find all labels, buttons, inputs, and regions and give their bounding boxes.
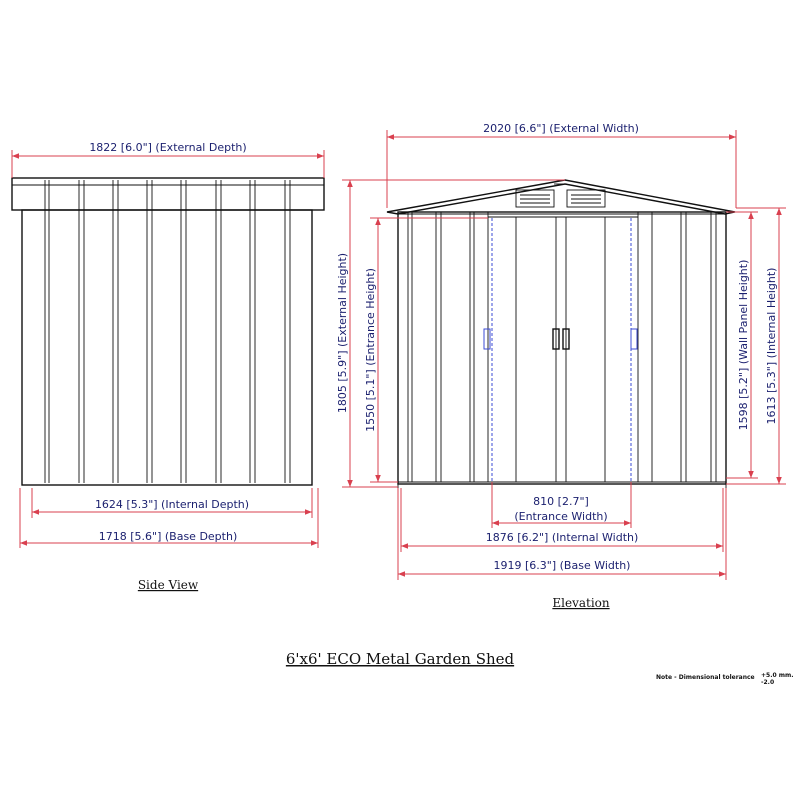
drawing-title: 6'x6' ECO Metal Garden Shed <box>285 650 515 668</box>
tolerance-plus: +5.0 mm. <box>761 672 794 679</box>
dim-base-depth <box>20 488 318 548</box>
base-width-label: 1919 [6.3"] (Base Width) <box>493 559 631 572</box>
external-height-label: 1805 [5.9"] (External Height) <box>336 252 349 414</box>
side-view-outline <box>12 178 324 485</box>
entrance-width-value: 810 [2.7"] <box>533 495 589 508</box>
external-width-label: 2020 [6.6"] (External Width) <box>483 122 639 135</box>
elevation-view <box>336 122 786 610</box>
dim-entrance-height <box>364 218 488 482</box>
side-panel-ribs <box>45 180 290 483</box>
dim-entrance-width <box>492 482 631 528</box>
dim-internal-depth <box>32 488 312 518</box>
base-depth-label: 1718 [5.6"] (Base Depth) <box>98 530 238 543</box>
side-view-caption: Side View <box>137 578 199 592</box>
entrance-height-label: 1550 [5.1"] (Entrance Height) <box>364 268 377 432</box>
elevation-outline <box>387 180 735 489</box>
internal-height-label: 1613 [5.3"] (Internal Height) <box>765 267 778 425</box>
elevation-caption: Elevation <box>552 596 610 610</box>
dim-wall-panel-height <box>726 212 758 478</box>
tolerance-minus: -2.0 <box>761 679 775 686</box>
wall-panel-height-label: 1598 [5.2"] (Wall Panel Height) <box>737 259 750 431</box>
entrance-width-label: (Entrance Width) <box>514 510 608 523</box>
right-hinge <box>631 329 637 349</box>
door-handles <box>553 329 569 349</box>
tolerance-note <box>656 672 794 686</box>
side-view <box>12 141 324 592</box>
dim-internal-height <box>726 208 786 484</box>
left-hinge <box>484 329 490 349</box>
external-depth-label: 1822 [6.0"] (External Depth) <box>89 141 247 154</box>
dim-external-depth <box>12 141 324 178</box>
roof-vents <box>516 184 605 207</box>
internal-depth-label: 1624 [5.3"] (Internal Depth) <box>94 498 250 511</box>
dim-external-width <box>387 122 736 208</box>
internal-width-label: 1876 [6.2"] (Internal Width) <box>485 531 639 544</box>
tolerance-note-text: Note - Dimensional tolerance <box>656 674 755 681</box>
